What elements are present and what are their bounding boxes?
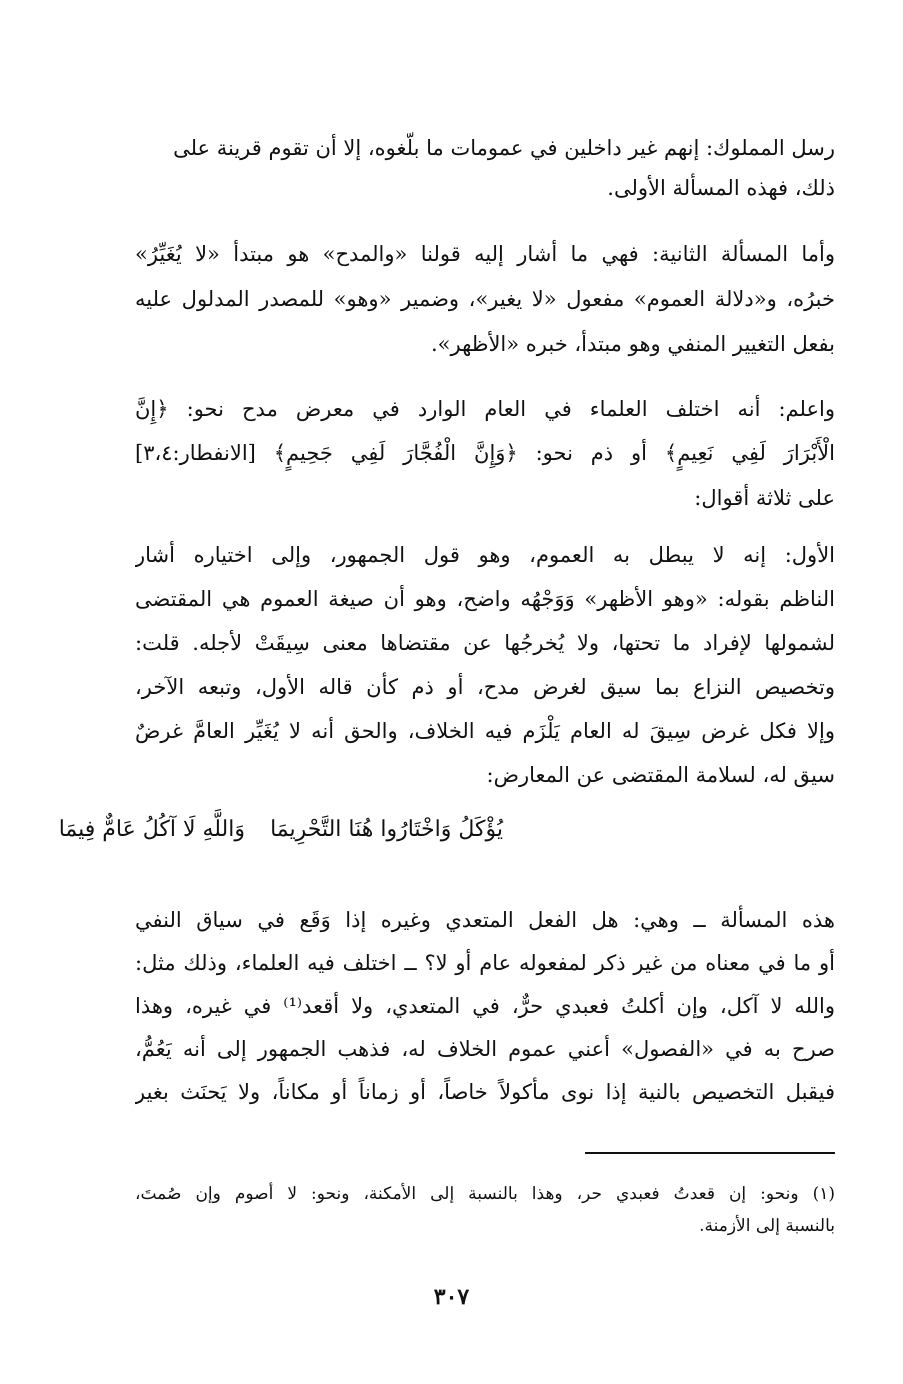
text-line-5: بفعل التغيير المنفي وهو مبتدأ، خبره «الأظهر». — [430, 332, 835, 356]
text-line-18: صرح به في «الفصول» أعني عموم الخلاف له، فذهب الجمهور إلى أنه يَعُمُّ، — [135, 1037, 835, 1061]
text-line-2: ذلك، فهذه المسألة الأولى. — [607, 176, 835, 200]
text-line-12: وتخصيص النزاع بما سيق لغرض مدح، أو ذم كأن قاله الأول، وتبعه الآخر، — [135, 675, 835, 699]
verse-line — [0, 808, 903, 852]
verse-first-hemistich: وَاللَّهِ لَا آكُلُ عَامٌّ فِيمَا — [58, 817, 245, 842]
page-number: ٣٠٧ — [433, 1284, 470, 1310]
text-line-7: الْأَبْرَارَ لَفِي نَعِيمٍ﴾ أو ذم نحو: ﴿وَإِنَّ الْفُجَّارَ لَفِي جَحِيمٍ﴾ [الانفطار:٣،٤] — [135, 441, 835, 465]
footnote-divider — [585, 1152, 835, 1154]
text-line-15: هذه المسألة ــ وهي: هل الفعل المتعدي وغيره إذا وَقَع في سياق النفي — [135, 908, 835, 932]
verse-second-hemistich: يُؤْكَلُ وَاخْتَارُوا هُنَا التَّحْرِيمَا — [270, 817, 503, 842]
text-line-13: وإلا فكل غرض سِيقَ له العام يَلْزَم فيه الخلاف، والحق أنه لا يُغَيِّر العامَّ غرضٌ — [135, 719, 835, 743]
text-line-4: خبرُه، و«دلالة العموم» مفعول «لا يغير»، وضمير «وهو» للمصدر المدلول عليه — [135, 287, 835, 311]
text-line-16: أو ما في معناه من غير ذكر لمفعوله عام أو لا؟ ــ اختلف فيه العلماء، وذلك مثل: — [135, 951, 835, 975]
text-line-10: الناظم بقوله: «وهو الأظهر» وَوَجْهُه واضح، وهو أن صيغة العموم هي المقتضى — [135, 587, 835, 611]
footnote-line-1: (١) ونحو: إن قعدتُ فعبدي حر، وهذا بالنسبة إلى الأمكنة، ونحو: لا أصوم وإن صُمتَ، — [135, 1184, 835, 1204]
footnote-line-2: بالنسبة إلى الأزمنة. — [699, 1216, 835, 1236]
text-line-3: وأما المسألة الثانية: فهي ما أشار إليه قولنا «والمدح» هو مبتدأ «لا يُغَيِّرُ» — [135, 242, 835, 266]
text-line-14: سيق له، لسلامة المقتضى عن المعارض: — [486, 763, 835, 787]
text-line-1: رسل المملوك: إنهم غير داخلين في عمومات ما بلّغوه، إلا أن تقوم قرينة على — [173, 136, 835, 160]
text-line-11: لشمولها لإفراد ما تحتها، ولا يُخرجُها عن مقتضاها معنى سِيقَتْ لأجله. قلت: — [135, 631, 835, 655]
text-line-8: على ثلاثة أقوال: — [694, 486, 835, 510]
text-line-17: والله لا آكل، وإن أكلتُ فعبدي حرٌّ، في المتعدي، ولا أقعد⁽¹⁾ في غيره، وهذا — [135, 994, 835, 1018]
text-line-6: واعلم: أنه اختلف العلماء في العام الوارد في معرض مدح نحو: ﴿إِنَّ — [135, 397, 835, 421]
text-line-9: الأول: إنه لا يبطل به العموم، وهو قول الجمهور، وإلى اختياره أشار — [135, 543, 835, 567]
text-line-19: فيقبل التخصيص بالنية إذا نوى مأكولاً خاصاً، أو زماناً أو مكاناً، ولا يَحنَث بغير — [135, 1080, 835, 1104]
